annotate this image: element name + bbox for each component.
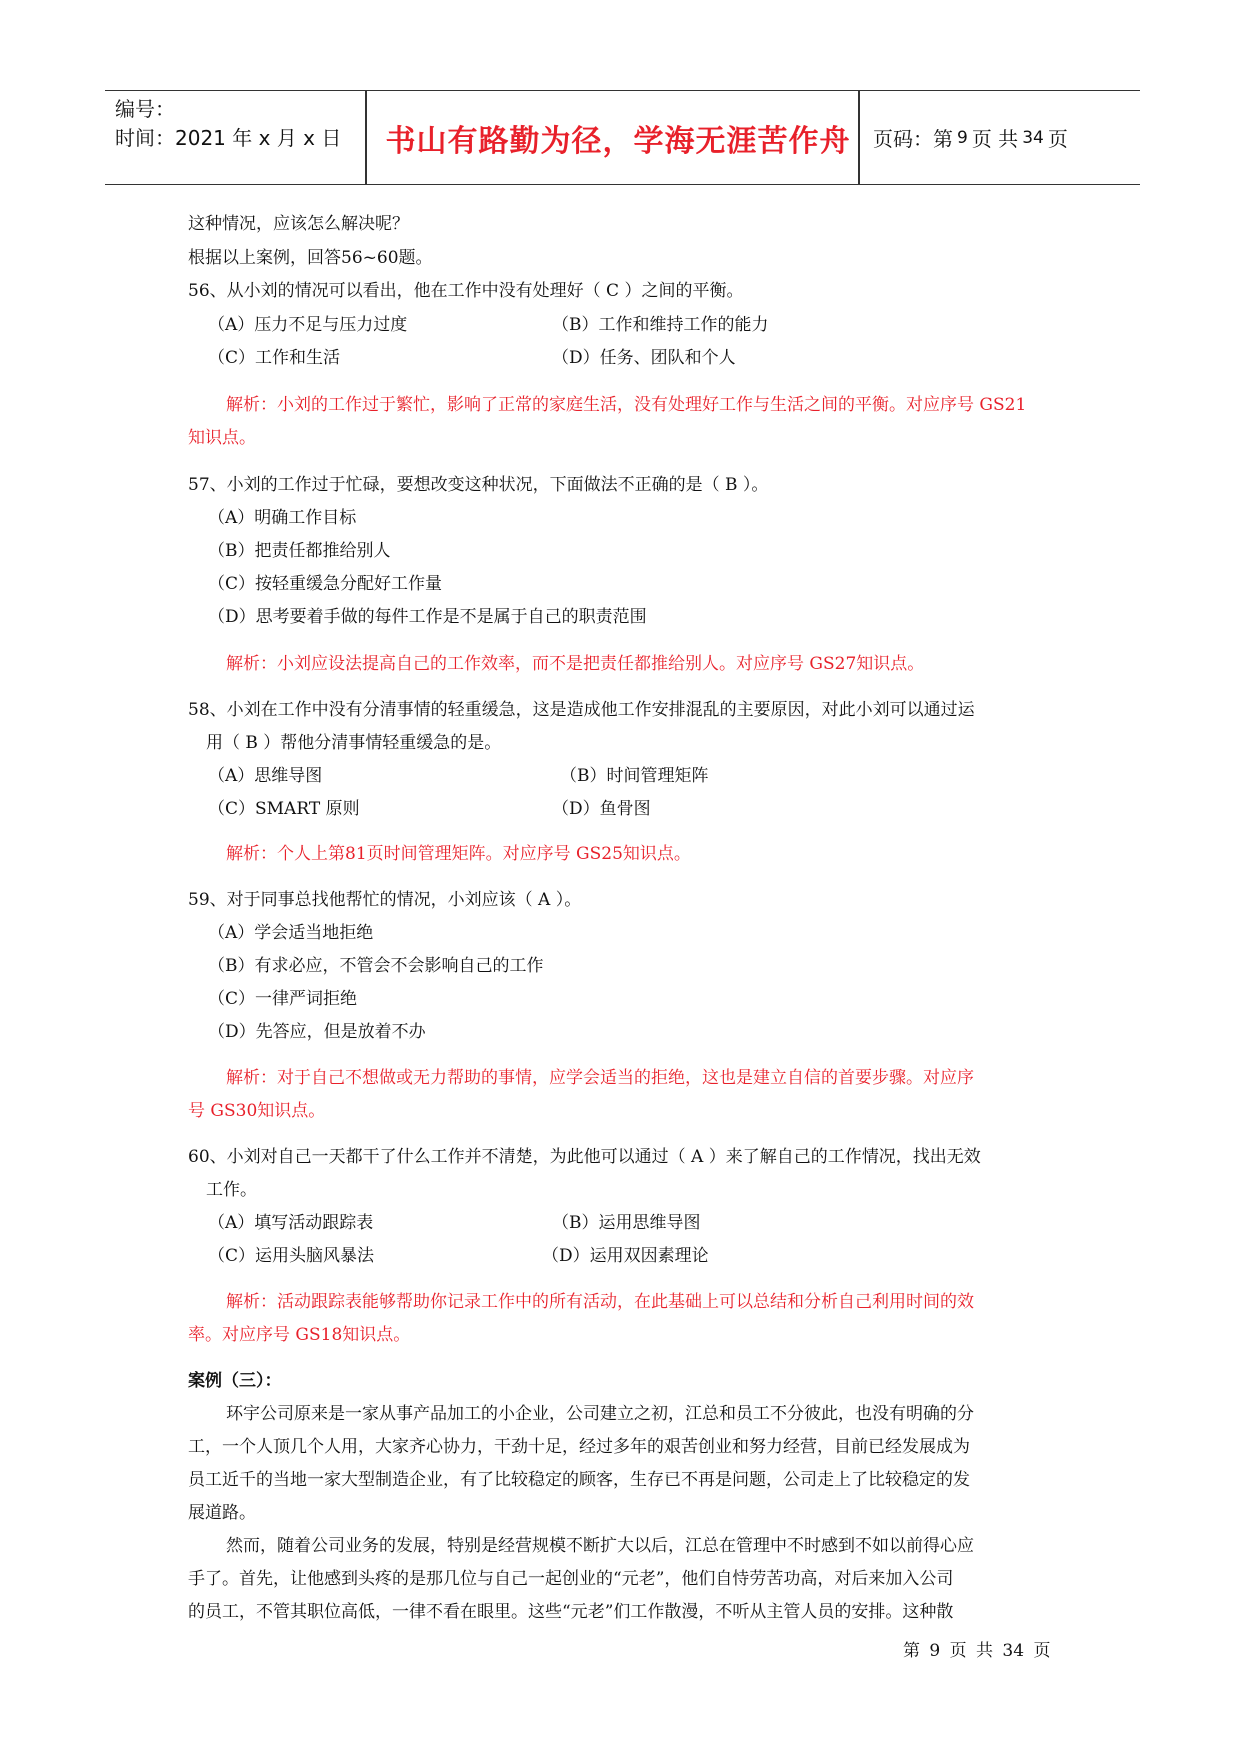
- question-60-option-b: （B）运用思维导图: [552, 1213, 701, 1233]
- header-meta: [115, 95, 341, 153]
- intro-line: 这种情况，应该怎么解决呢？: [188, 214, 409, 234]
- case-paragraph-line: 工，一个人顶几个人用，大家齐心协力，干劲十足，经过多年的艰苦创业和努力经营，目前已经发展成为: [188, 1437, 970, 1457]
- case-paragraph-line: 员工近千的当地一家大型制造企业，有了比较稳定的顾客，生存已不再是问题，公司走上了比较稳定的发: [188, 1470, 970, 1490]
- question-56-option-a: （A）压力不足与压力过度: [208, 315, 408, 335]
- case-paragraph-line: 的员工，不管其职位高低，一律不看在眼里。这些“元老”们工作散漫，不听从主管人员的安排。这种散: [188, 1602, 954, 1622]
- page-suffix: 页: [1047, 127, 1068, 151]
- page-number: 9: [957, 127, 968, 148]
- question-56-option-d: （D）任务、团队和个人: [552, 348, 736, 368]
- question-58-stem: 58、小刘在工作中没有分清事情的轻重缓急，这是造成他工作安排混乱的主要原因，对此小刘可以通过运: [188, 700, 975, 720]
- question-56-explanation: 解析：小刘的工作过于繁忙，影响了正常的家庭生活，没有处理好工作与生活之间的平衡。对应序号 GS21: [226, 395, 1027, 415]
- question-59-option-b: （B）有求必应，不管会不会影响自己的工作: [208, 956, 544, 976]
- page-total: 34: [1022, 127, 1044, 148]
- question-58-stem: 用（ B ）帮他分清事情轻重缓急的是。: [206, 733, 502, 753]
- question-57-option-d: （D）思考要着手做的每件工作是不是属于自己的职责范围: [208, 607, 647, 627]
- question-60-stem: 60、小刘对自己一天都干了什么工作并不清楚，为此他可以通过（ A ）来了解自己的工作情况，找出无效: [188, 1147, 981, 1167]
- intro-line: 根据以上案例，回答56~60题。: [188, 248, 433, 268]
- question-57-stem: 57、小刘的工作过于忙碌，要想改变这种状况，下面做法不正确的是（ B ）。: [188, 475, 769, 495]
- question-57-option-c: （C）按轻重缓急分配好工作量: [208, 574, 443, 594]
- case-paragraph-line: 环宇公司原来是一家从事产品加工的小企业，公司建立之初，江总和员工不分彼此，也没有明确的分: [226, 1404, 974, 1424]
- question-60-explanation: 解析：活动跟踪表能够帮助你记录工作中的所有活动，在此基础上可以总结和分析自己利用时间的效: [226, 1292, 974, 1312]
- question-57-option-a: （A）明确工作目标: [208, 508, 357, 528]
- question-57-option-b: （B）把责任都推给别人: [208, 541, 391, 561]
- case-paragraph-line: 然而，随着公司业务的发展，特别是经营规模不断扩大以后，江总在管理中不时感到不如以前得心应: [226, 1536, 974, 1556]
- question-59-option-d: （D）先答应，但是放着不办: [208, 1022, 426, 1042]
- question-60-option-a: （A）填写活动跟踪表: [208, 1213, 374, 1233]
- question-57-explanation: 解析：小刘应设法提高自己的工作效率，而不是把责任都推给别人。对应序号 GS27知识点。: [226, 654, 925, 674]
- header-page-indicator: [873, 91, 1068, 184]
- header-motto: 书山有路勤为径，学海无涯苦作舟: [385, 123, 851, 159]
- case-paragraph-line: 手了。首先，让他感到头疼的是那几位与自己一起创业的“元老”，他们自恃劳苦功高，对后来加入公司: [188, 1569, 954, 1589]
- question-60-explanation: 率。对应序号 GS18知识点。: [188, 1325, 411, 1345]
- question-58-explanation: 解析：个人上第81页时间管理矩阵。对应序号 GS25知识点。: [226, 844, 691, 864]
- question-56-stem: 56、从小刘的情况可以看出，他在工作中没有处理好（ C ）之间的平衡。: [188, 281, 744, 301]
- page-footer: 第 9 页 共 34 页: [903, 1641, 1051, 1661]
- number-label: 编号：: [115, 97, 175, 121]
- page-header: [105, 90, 1140, 185]
- question-58-option-c: （C）SMART 原则: [208, 799, 360, 819]
- question-59-stem: 59、对于同事总找他帮忙的情况，小刘应该（ A ）。: [188, 890, 582, 910]
- question-59-option-c: （C）一律严词拒绝: [208, 989, 358, 1009]
- question-56-option-c: （C）工作和生活: [208, 348, 341, 368]
- time-label: 时间：2021 年 x 月 x 日: [115, 126, 342, 150]
- question-56-option-b: （B）工作和维持工作的能力: [552, 315, 769, 335]
- case-paragraph-line: 展道路。: [188, 1503, 256, 1523]
- question-60-option-d: （D）运用双因素理论: [542, 1246, 709, 1266]
- header-divider: [365, 91, 367, 184]
- page-prefix: 页码：第: [873, 127, 953, 151]
- question-58-option-b: （B）时间管理矩阵: [560, 766, 709, 786]
- page-mid: 页 共: [971, 127, 1019, 151]
- question-59-option-a: （A）学会适当地拒绝: [208, 923, 374, 943]
- question-60-stem: 工作。: [206, 1180, 257, 1200]
- question-59-explanation: 解析：对于自己不想做或无力帮助的事情，应学会适当的拒绝，这也是建立自信的首要步骤。对应序: [226, 1068, 974, 1088]
- question-58-option-a: （A）思维导图: [208, 766, 323, 786]
- question-60-option-c: （C）运用头脑风暴法: [208, 1246, 375, 1266]
- question-56-explanation: 知识点。: [188, 428, 256, 448]
- question-58-option-d: （D）鱼骨图: [552, 799, 651, 819]
- question-59-explanation: 号 GS30知识点。: [188, 1101, 326, 1121]
- case-title: 案例（三）：: [188, 1371, 282, 1391]
